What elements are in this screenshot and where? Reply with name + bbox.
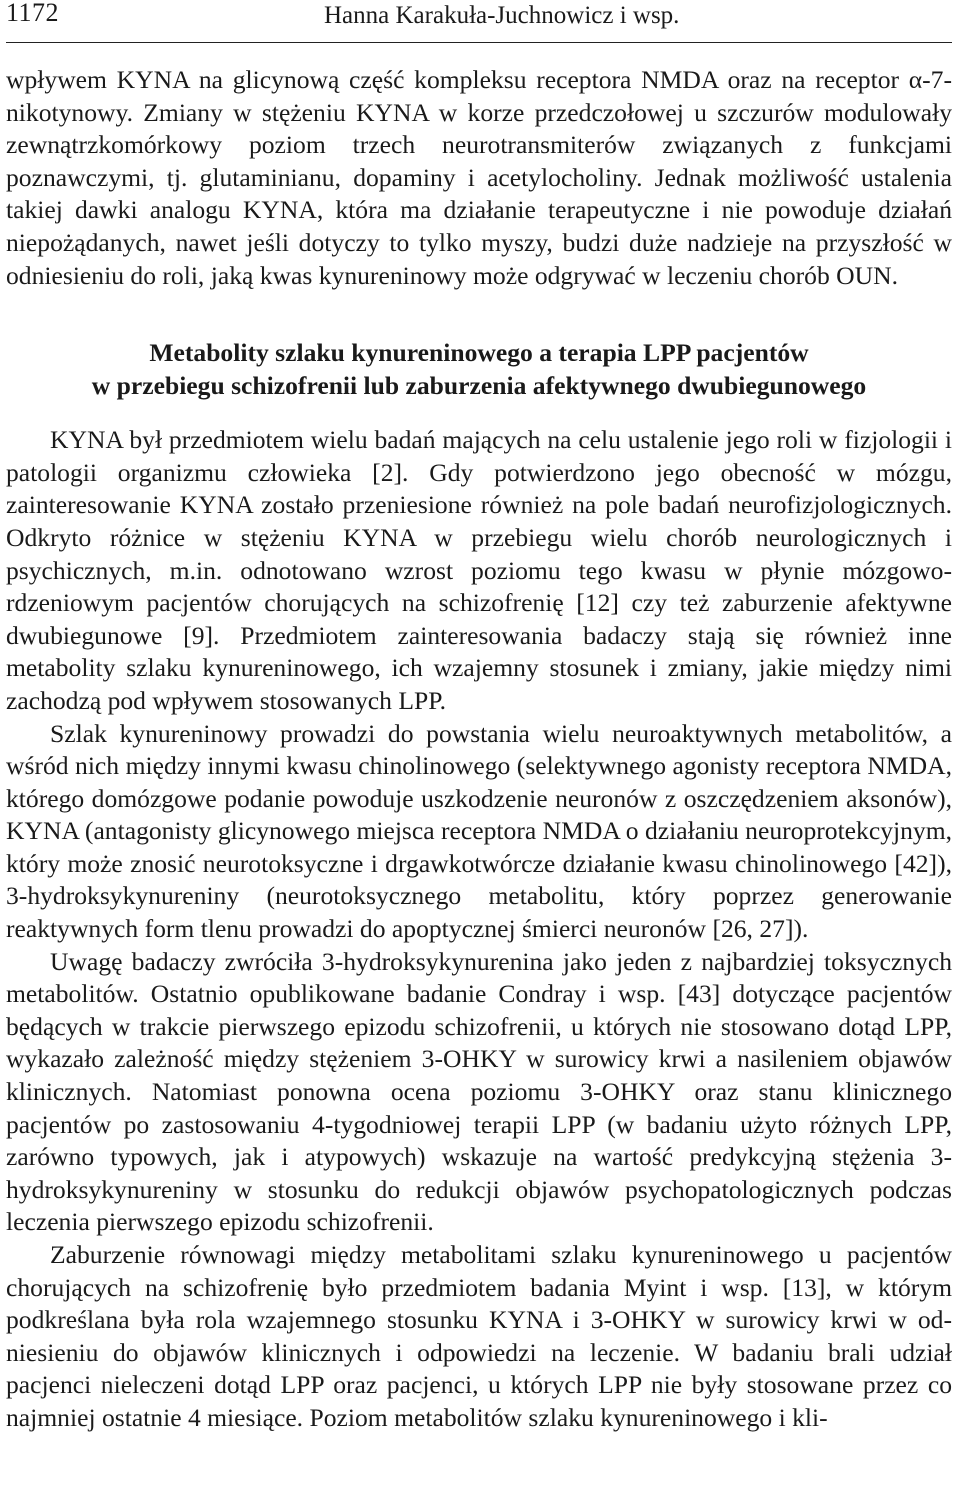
paragraph: Zaburzenie równowagi między metabolitami szlaku kynureninowego u pacjentów chorujących na schizofrenię było przedmiotem badania Myint i wsp. [13], w którym podkreślana była rola wzajemnego stosunku KYNA i 3-OHKY w surowicy krwi w odniesieniu do objawów klinicznych i odpowiedzi na leczenie. W badaniu brali udział pacjenci nieleczeni dotąd LPP oraz pacjenci, u których LPP nie były stosowane przez co najmniej ostatnie 4 miesiące. Poziom metabolitów szlaku kynureninowego i kli-	[6, 1240, 952, 1432]
paragraph: Uwagę badaczy zwróciła 3-hydroksykynurenina jako jeden z najbardziej toksycznych metabolitów. Ostatnio opublikowane badanie Condray i wsp. [43] dotyczące pacjentów będących w trakcie pierwszego epizodu schizofrenii, u których nie stosowano dotąd LPP, wykazało zależność między stężeniem 3-OHKY w surowicy krwi a nasileniem objawów klinicznych. Natomiast ponowna ocena poziomu 3-OHKY oraz stanu klinicznego pacjentów po zastosowaniu 4-tygodniowej terapii LPP (w badaniu użyto różnych LPP, zarówno typowych, jak i atypowych) wskazuje na wartość predykcyjną stężenia 3-hydroksykynureniny w stosunku do redukcji objawów psychopatologicznych podczas leczenia pierwszego epizodu schizofrenii.	[6, 946, 952, 1237]
paragraph: Szlak kynureninowy prowadzi do powstania wielu neuroaktywnych metabolitów, a wśród nich między innymi kwasu chinolinowego (selektywnego agonisty receptora NMDA, którego domózgowe podanie powoduje uszkodzenie neuronów z oszczędzeniem aksonów), KYNA (antagonisty glicynowego miejsca receptora NMDA o działaniu neuroprotekcyjnym, który może znosić neurotoksyczne i drgawkotwórcze działanie kwasu chinolinowego [42]), 3-hydroksykynureniny (neurotoksycznego metabolitu, który poprzez generowanie reaktywnych form tlenu prowadzi do apoptycznej śmierci neuronów [26, 27]).	[6, 718, 953, 944]
body-text	[6, 64, 952, 1435]
section-heading	[6, 336, 952, 402]
running-header	[6, 0, 952, 43]
section-heading-line-1: Metabolity szlaku kynureninowego a terapia LPP pacjentów	[149, 338, 809, 368]
section-heading-line-2: w przebiegu schizofrenii lub zaburzenia afektywnego dwubiegunowego	[91, 371, 867, 401]
page-number: 1172	[6, 0, 60, 27]
paragraph-continuation: wpływem KYNA na glicynową część kompleksu receptora NMDA oraz na receptor α-7-nikotynowy. Zmiany w stężeniu KYNA w korze przedczołowej u szczurów modulowały zewnątrzkomórkowy poziom trzech neurotransmiterów związanych z funkcjami poznawczymi, tj. glutaminianu, dopaminy i acetylocholiny. Jednak możliwość ustalenia takiej dawki analogu KYNA, która ma działanie terapeutyczne i nie powoduje działań niepożądanych, nawet jeśli dotyczy to tylko myszy, budzi duże nadzieje na przyszłość w odniesieniu do roli, jaką kwas kynureninowy może odgrywać w leczeniu chorób OUN.	[6, 65, 952, 290]
paragraph: KYNA był przedmiotem wielu badań mających na celu ustalenie jego roli w fizjologii i patologii organizmu człowieka [2]. Gdy potwierdzono jego obecność w mózgu, zainteresowanie KYNA zostało przeniesione również na pole badań neurofizjologicznych. Odkryto różnice w stężeniu KYNA w przebiegu wielu chorób neurologicznych i psychicznych, m.in. odnotowano wzrost poziomu tego kwasu w płynie mózgowo-rdzeniowym pacjentów chorujących na schizofrenię [12] czy też zaburzenie afektywne dwubiegunowe [9]. Przedmiotem zainteresowania badaczy stają się również inne metabolity szlaku kynureninowego, ich wzajemny stosunek i zmiany, jakie między nimi zachodzą pod wpływem stosowanych LPP.	[6, 425, 952, 715]
running-title: Hanna Karakuła-Juchnowicz i wsp.	[324, 2, 680, 29]
